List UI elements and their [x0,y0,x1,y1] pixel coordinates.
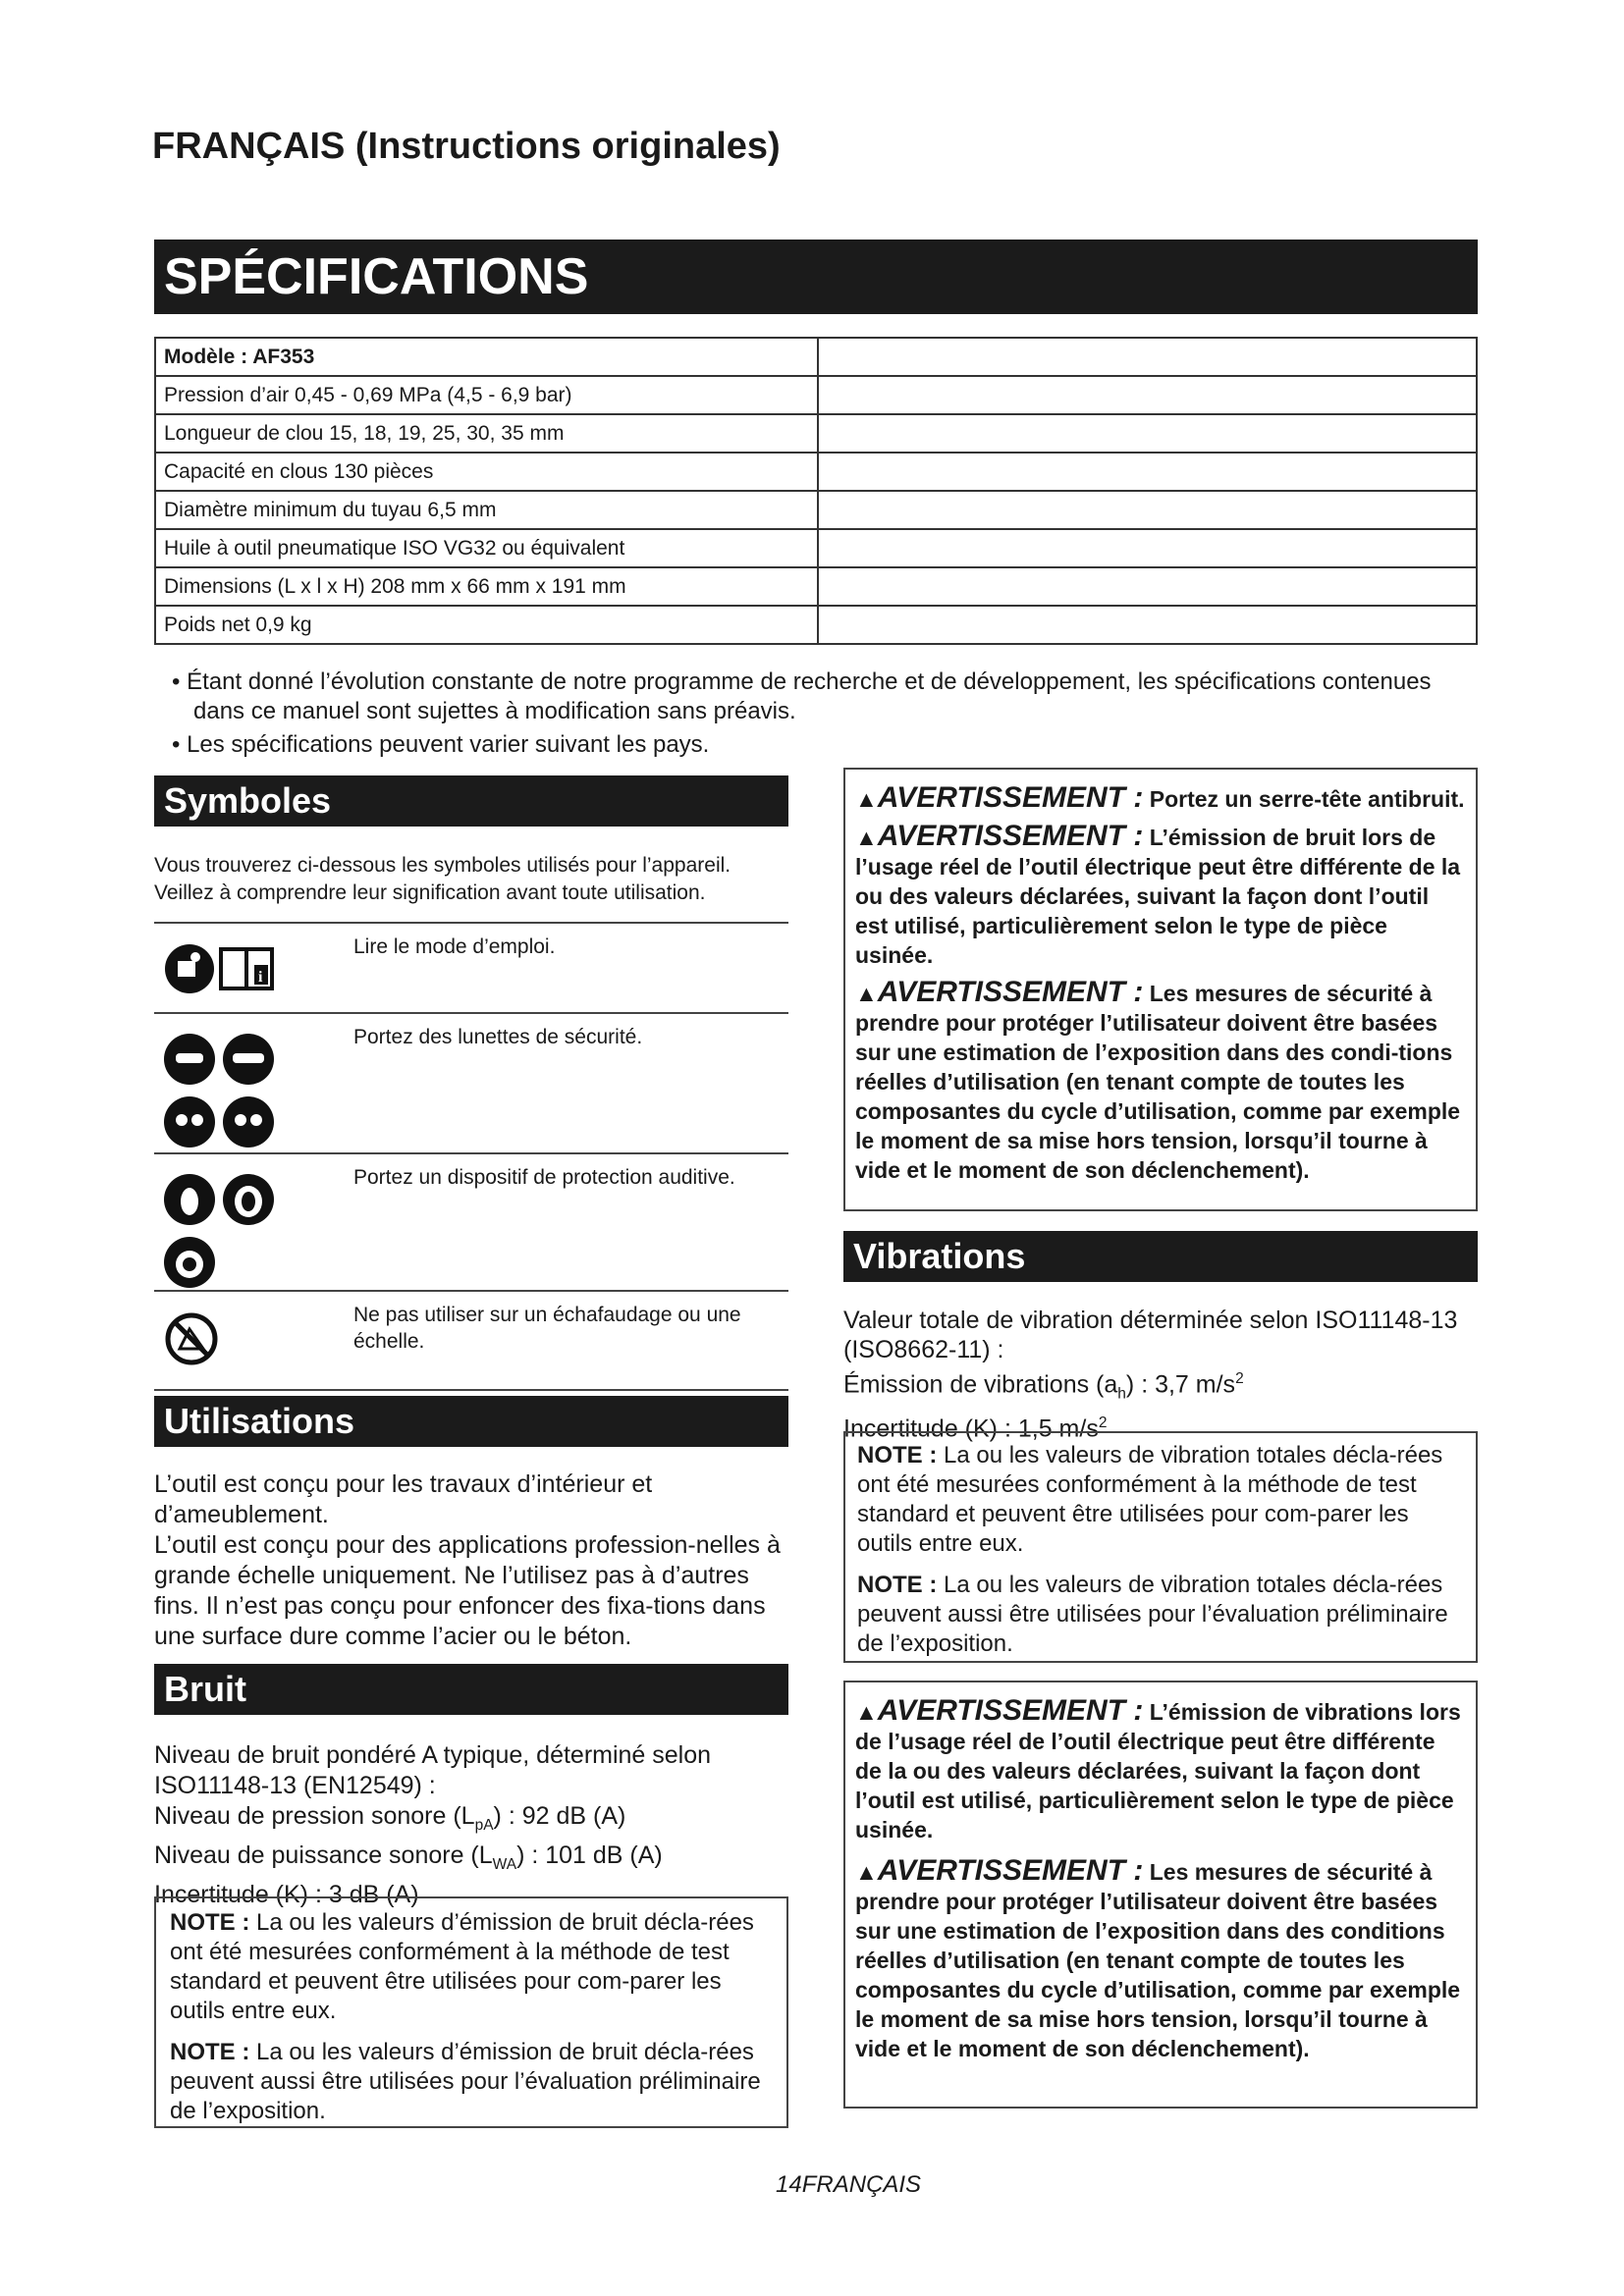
table-row [155,567,1477,606]
spec-empty-cell [818,338,1477,376]
table-row [155,606,1477,644]
spec-notes [154,667,1478,760]
noise-intro: Niveau de bruit pondéré A typique, déterminé selon ISO11148-13 (EN12549) : [154,1741,712,1799]
warning-triangle-icon: ▲ [855,825,878,850]
spec-dimensions: Dimensions (L x l x H) 208 mm x 66 mm x 191 mm [155,567,818,606]
table-row [155,338,1477,376]
vibrations-heading: Vibrations [843,1231,1478,1282]
warning-item: ▲AVERTISSEMENT : Les mesures de sécurité à prendre pour protéger l’utilisateur doivent être basées sur une estimation de l’exposition dans des condi-tions réelles d’utilisation (en tenant compte de toutes les composantes du cycle d’utilisation, comme par exemple le moment de sa mise hors tension, lorsqu’il tourne à vide et le moment de son déclenchement). [855,976,1461,1183]
symbols-table-bottom-rule [154,1389,788,1391]
spec-empty-cell [818,376,1477,414]
warning-triangle-icon: ▲ [855,981,878,1006]
symbol-row [154,1290,788,1389]
table-row [155,376,1477,414]
spec-nail-length: Longueur de clou 15, 18, 19, 25, 30, 35 mm [155,414,818,453]
noise-values [154,1740,788,1910]
specifications-table [154,337,1478,645]
noise-power: Niveau de puissance sonore $(L_{WA})$ : 101 dB (A) [154,1842,663,1873]
svg-text:i: i [258,969,263,986]
noise-warning-box [843,768,1478,1211]
warning-triangle-icon: ▲ [855,1699,878,1725]
vibration-note-box [843,1431,1478,1663]
symbol-text: Portez un dispositif de protection auditive. [353,1166,735,1189]
noise-heading: Bruit [154,1664,788,1715]
usage-heading: Utilisations [154,1396,788,1447]
spec-empty-cell [818,414,1477,453]
specifications-heading: SPÉCIFICATIONS [154,240,1478,314]
warning-item: ▲AVERTISSEMENT : Les mesures de sécurité à prendre pour protéger l’utilisateur doivent être basées sur une estimation de l’exposition dans des conditions réelles d’utilisation (en tenant compte de toutes les composantes du cycle d’utilisation, comme par exemple le moment de sa mise hors tension, lorsqu’il tourne à vide et le moment de son déclenchement). [855,1854,1461,2061]
noise-uncertainty: Incertitude (K) : 3 dB (A) [154,1881,419,1908]
spec-net-weight: Poids net 0,9 kg [155,606,818,644]
usage-paragraph: L’outil est conçu pour des applications profession-nelles à grande échelle uniquement. Ne l’utilisez pas à d’autres fins. Il n’est pas conçu pour enfoncer des fixa-tions dans une surface dure comme l’acier ou le béton. [154,1531,781,1650]
spec-hose-diameter: Diamètre minimum du tuyau 6,5 mm [155,491,818,529]
vibration-values [843,1306,1478,1444]
warning-triangle-icon: ▲ [855,786,878,812]
spec-nail-capacity: Capacité en clous 130 pièces [155,453,818,491]
spec-empty-cell [818,606,1477,644]
noise-note: NOTE : La ou les valeurs d’émission de bruit décla-rées ont été mesurées conformément à la méthode de test standard et peuvent être utilisées pour com-parer les outils entre eux. [170,1909,754,2024]
spec-empty-cell [818,491,1477,529]
read-manual-icon [160,937,307,1001]
symbols-table [154,922,788,1391]
noise-pressure: Niveau de pression sonore $(L_{pA})$ : 92 dB (A) [154,1802,626,1834]
vibration-uncertainty: Incertitude (K) : 1,5 $m/s^2$ [843,1415,1108,1443]
symbol-row [154,922,788,1012]
warning-triangle-icon: ▲ [855,1859,878,1885]
table-row [155,491,1477,529]
warning-item: ▲AVERTISSEMENT : Portez un serre-tête antibruit. [855,781,1465,814]
ear-protection-icon [160,1168,288,1301]
spec-empty-cell [818,453,1477,491]
warning-item: ▲AVERTISSEMENT : L’émission de vibrations lors de l’usage réel de l’outil électrique peut être différente de la ou des valeurs déclarées, suivant la façon dont l’outil est utilisé, particulièrement selon le type de pièce usinée. [855,1694,1461,1842]
spec-air-pressure: Pression d’air 0,45 - 0,69 MPa (4,5 - 6,9 bar) [155,376,818,414]
table-row [155,529,1477,567]
usage-text [154,1469,783,1652]
symbol-text: Ne pas utiliser sur un échafaudage ou une échelle. [353,1304,741,1353]
symbol-text: Portez des lunettes de sécurité. [353,1026,643,1048]
vibration-intro: Valeur totale de vibration déterminée selon ISO11148-13 (ISO8662-11) : [843,1307,1458,1363]
table-row [155,414,1477,453]
table-row [155,453,1477,491]
symbol-row [154,1012,788,1152]
vibration-warning-box [843,1681,1478,2109]
no-scaffold-icon [160,1306,229,1379]
spec-empty-cell [818,529,1477,567]
page-footer: 14FRANÇAIS [776,2171,922,2198]
symbol-row [154,1152,788,1290]
spec-note-bullet: • Les spécifications peuvent varier suivant les pays. [172,731,710,758]
safety-glasses-icon [160,1028,288,1160]
symbol-text: Lire le mode d’emploi. [353,935,556,958]
usage-paragraph: L’outil est conçu pour les travaux d’intérieur et d’ameublement. [154,1470,653,1528]
noise-note-box [154,1896,788,2128]
symbols-intro: Vous trouverez ci-dessous les symboles utilisés pour l’appareil. Veillez à comprendre leur signification avant toute utilisation. [154,854,731,904]
page-language-title: FRANÇAIS (Instructions originales) [152,126,781,167]
warning-item: ▲AVERTISSEMENT : L’émission de bruit lors de l’usage réel de l’outil électrique peut être différente de la ou des valeurs déclarées, suivant la façon dont l’outil est utilisé, particulièrement selon le type de pièce usinée. [855,820,1461,968]
noise-note: NOTE : La ou les valeurs d’émission de bruit décla-rées peuvent aussi être utilisées pour l’évaluation préliminaire de l’exposition. [170,2039,761,2124]
spec-model: Modèle : AF353 [155,338,818,376]
symbols-heading: Symboles [154,775,788,827]
spec-note-bullet: • Étant donné l’évolution constante de notre programme de recherche et de développement, les spécifications contenues dans ce manuel sont sujettes à modification sans préavis. [172,668,1432,724]
vibration-note: NOTE : La ou les valeurs de vibration totales décla-rées peuvent aussi être utilisées pour l’évaluation préliminaire de l’exposition. [857,1572,1448,1657]
vibration-note: NOTE : La ou les valeurs de vibration totales décla-rées ont été mesurées conformément à la méthode de test standard et peuvent être utilisées pour com-parer les outils entre eux. [857,1442,1443,1557]
spec-empty-cell [818,567,1477,606]
spec-oil: Huile à outil pneumatique ISO VG32 ou équivalent [155,529,818,567]
vibration-emission: Émission de vibrations $(a_h)$ : 3,7 $m/s^2$ [843,1370,1244,1403]
